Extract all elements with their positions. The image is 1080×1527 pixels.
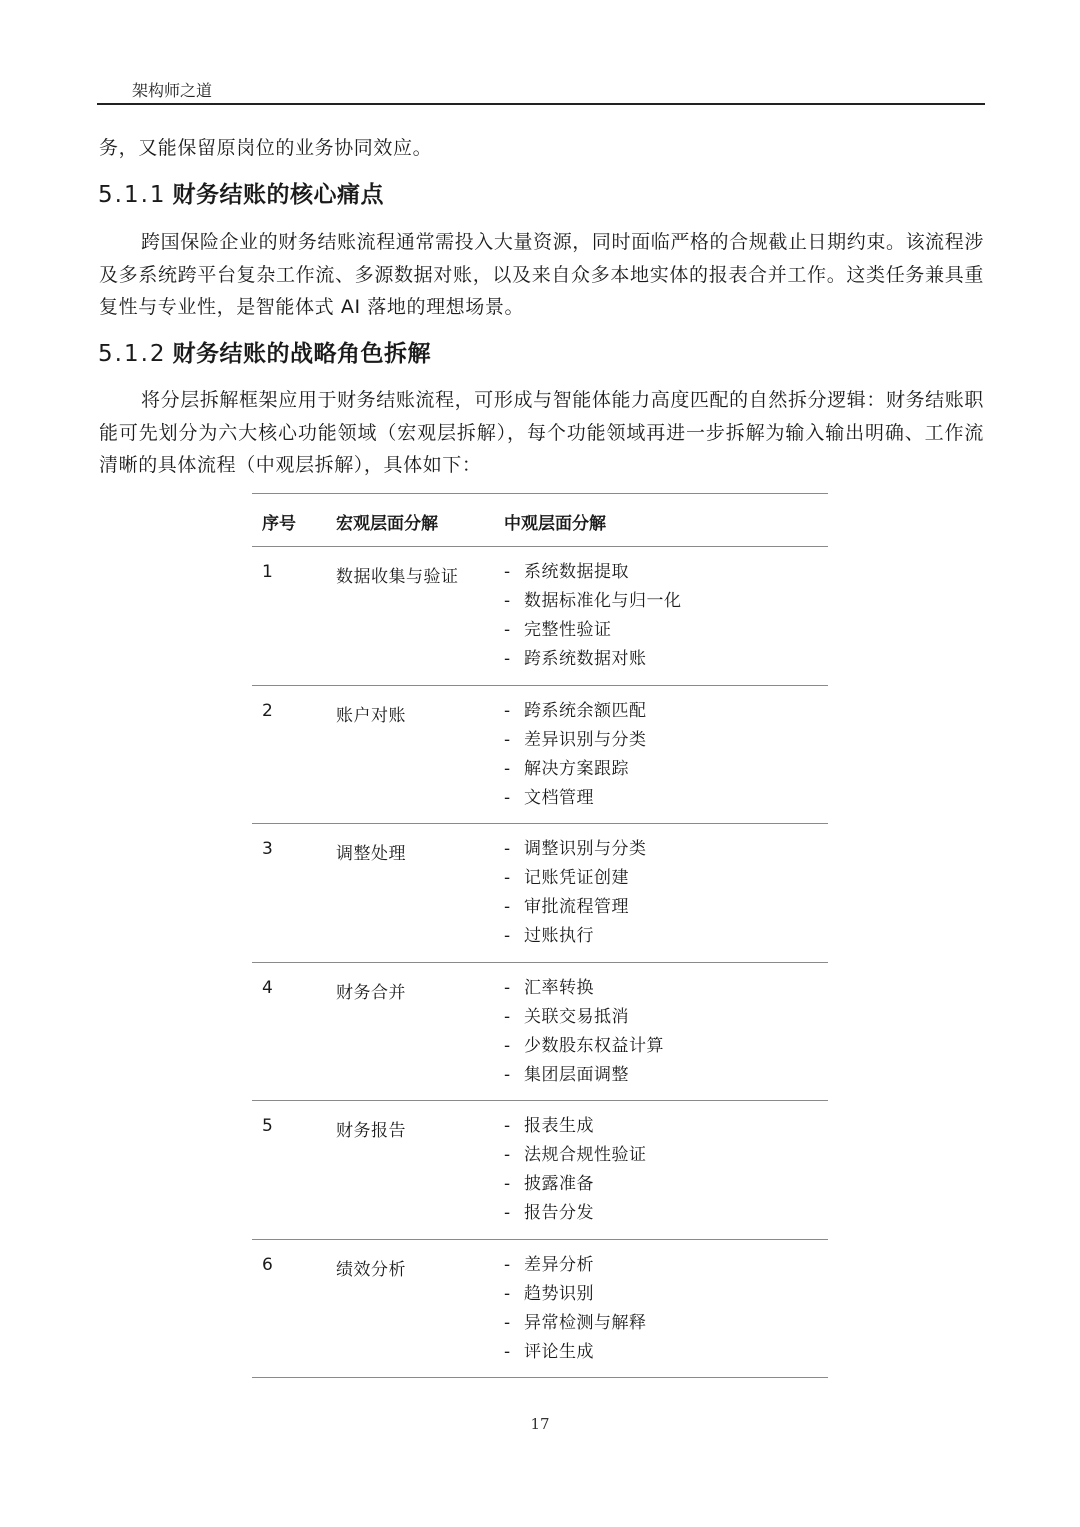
list-item-text: 跨系统余额匹配 <box>524 700 647 721</box>
dash-bullet: - <box>504 839 511 859</box>
dash-bullet: - <box>504 1254 511 1275</box>
cell-no: 4 <box>262 977 273 998</box>
cell-meso <box>504 1255 647 1371</box>
list-item-text: 跨系统数据对账 <box>524 649 647 669</box>
header-macro: 宏观层面分解 <box>336 514 438 534</box>
list-item <box>504 701 647 730</box>
header-meso: 中观层面分解 <box>504 514 606 534</box>
list-item-text: 记账凭证创建 <box>524 868 629 888</box>
cell-macro: 绩效分析 <box>336 1259 406 1280</box>
dash-bullet: - <box>504 1312 511 1333</box>
list-item <box>504 1255 647 1284</box>
list-item <box>504 1065 664 1094</box>
list-item-text: 系统数据提取 <box>524 562 629 582</box>
list-item-text: 数据标准化与归一化 <box>524 591 682 611</box>
header-no: 序号 <box>262 514 296 534</box>
table-row <box>252 1101 828 1239</box>
list-item <box>504 978 664 1007</box>
list-item-text: 少数股东权益计算 <box>524 1035 664 1056</box>
table-row <box>252 963 828 1101</box>
list-item <box>504 759 647 788</box>
list-item <box>504 788 647 817</box>
decomposition-table <box>252 493 828 1378</box>
list-item-text: 文档管理 <box>524 787 594 808</box>
dash-bullet: - <box>504 868 511 888</box>
paragraph-line: 输出明确、工作流清晰的具体流程（中观层拆解），具体如下： <box>99 421 984 476</box>
cell-macro: 调整处理 <box>336 844 406 864</box>
cell-macro: 数据收集与验证 <box>336 567 459 587</box>
cell-meso <box>504 562 682 678</box>
dash-bullet: - <box>504 1174 511 1194</box>
list-item <box>504 1145 647 1174</box>
list-item <box>504 1007 664 1036</box>
cell-meso <box>504 1116 647 1232</box>
paragraph-line: 跨国保险企业的财务结账流程通常需投入大量资源，同时面临严格的合规截止日期约束。 <box>141 231 906 253</box>
list-item-text: 完整性验证 <box>524 620 612 640</box>
section-title: 财务结账的战略角色拆解 <box>172 341 432 367</box>
paragraph-line: 务结账职能可先划分为六大核心功能领域（宏观层拆解），每个功能领域再进一步拆解为输入 <box>99 389 984 444</box>
header-rule <box>97 103 985 105</box>
list-item <box>504 1174 647 1203</box>
paragraph-512 <box>99 384 984 482</box>
dash-bullet: - <box>504 1145 511 1165</box>
list-item <box>504 1342 647 1371</box>
dash-bullet: - <box>504 897 511 917</box>
list-item <box>504 1313 647 1342</box>
list-item-text: 解决方案跟踪 <box>524 758 629 779</box>
section-number: 5.1.2 <box>98 341 167 367</box>
list-item-text: 报告分发 <box>524 1203 594 1223</box>
dash-bullet: - <box>504 1341 511 1362</box>
list-item-text: 调整识别与分类 <box>524 839 647 859</box>
table-row <box>252 547 828 685</box>
paragraph-line: 这类任务兼具重复性与专业性，是智能体式 AI 落地的理想场景。 <box>99 263 984 318</box>
paragraph-511 <box>99 226 984 324</box>
section-heading-512 <box>98 339 431 369</box>
cell-macro: 财务合并 <box>336 982 406 1003</box>
list-item <box>504 649 682 678</box>
dash-bullet: - <box>504 758 511 779</box>
cell-macro: 财务报告 <box>336 1121 406 1141</box>
cell-no: 6 <box>262 1254 273 1275</box>
list-item-text: 过账执行 <box>524 926 594 946</box>
list-item-text: 审批流程管理 <box>524 897 629 917</box>
list-item <box>504 620 682 649</box>
table-row <box>252 686 828 824</box>
list-item <box>504 1116 647 1145</box>
page-number: 17 <box>530 1415 550 1433</box>
paragraph-line: 将分层拆解框架应用于财务结账流程，可形成与智能体能力高度匹配的自然拆分逻辑：财 <box>141 389 906 411</box>
list-item <box>504 868 647 897</box>
list-item-text: 评论生成 <box>524 1341 594 1362</box>
list-item-text: 集团层面调整 <box>524 1064 629 1085</box>
section-heading-511 <box>98 180 384 210</box>
dash-bullet: - <box>504 591 511 611</box>
table-header-row <box>252 494 828 546</box>
cell-no: 1 <box>262 562 273 582</box>
list-item-text: 异常检测与解释 <box>524 1312 647 1333</box>
continuation-paragraph: 务，又能保留原岗位的业务协同效应。 <box>99 137 433 159</box>
cell-meso <box>504 839 647 955</box>
dash-bullet: - <box>504 1006 511 1027</box>
list-item <box>504 1203 647 1232</box>
list-item <box>504 1036 664 1065</box>
dash-bullet: - <box>504 977 511 998</box>
list-item-text: 汇率转换 <box>524 977 594 998</box>
dash-bullet: - <box>504 1064 511 1085</box>
cell-meso <box>504 978 664 1094</box>
list-item <box>504 730 647 759</box>
cell-macro: 账户对账 <box>336 705 406 726</box>
list-item-text: 差异识别与分类 <box>524 729 647 750</box>
dash-bullet: - <box>504 1283 511 1304</box>
dash-bullet: - <box>504 649 511 669</box>
list-item <box>504 926 647 955</box>
cell-no: 2 <box>262 700 273 721</box>
list-item-text: 关联交易抵消 <box>524 1006 629 1027</box>
dash-bullet: - <box>504 787 511 808</box>
table-row <box>252 824 828 962</box>
cell-no: 5 <box>262 1116 273 1136</box>
section-number: 5.1.1 <box>98 182 167 208</box>
list-item-text: 趋势识别 <box>524 1283 594 1304</box>
dash-bullet: - <box>504 562 511 582</box>
list-item <box>504 839 647 868</box>
list-item-text: 差异分析 <box>524 1254 594 1275</box>
list-item <box>504 562 682 591</box>
section-title: 财务结账的核心痛点 <box>172 182 385 208</box>
list-item <box>504 897 647 926</box>
paragraph-line: 该流程涉及多系统跨平台复杂工作流、多源数据对账，以及来自众多本地实体的报表合并工作。 <box>99 231 984 286</box>
list-item <box>504 1284 647 1313</box>
cell-no: 3 <box>262 839 273 859</box>
running-header: 架构师之道 <box>132 81 213 100</box>
cell-meso <box>504 701 647 817</box>
table-row <box>252 1240 828 1378</box>
dash-bullet: - <box>504 1203 511 1223</box>
dash-bullet: - <box>504 620 511 640</box>
dash-bullet: - <box>504 729 511 750</box>
dash-bullet: - <box>504 1035 511 1056</box>
dash-bullet: - <box>504 700 511 721</box>
list-item-text: 披露准备 <box>524 1174 594 1194</box>
dash-bullet: - <box>504 1116 511 1136</box>
list-item-text: 报表生成 <box>524 1116 594 1136</box>
dash-bullet: - <box>504 926 511 946</box>
list-item <box>504 591 682 620</box>
row-rule <box>252 1377 828 1378</box>
list-item-text: 法规合规性验证 <box>524 1145 647 1165</box>
table-body <box>252 547 828 1378</box>
